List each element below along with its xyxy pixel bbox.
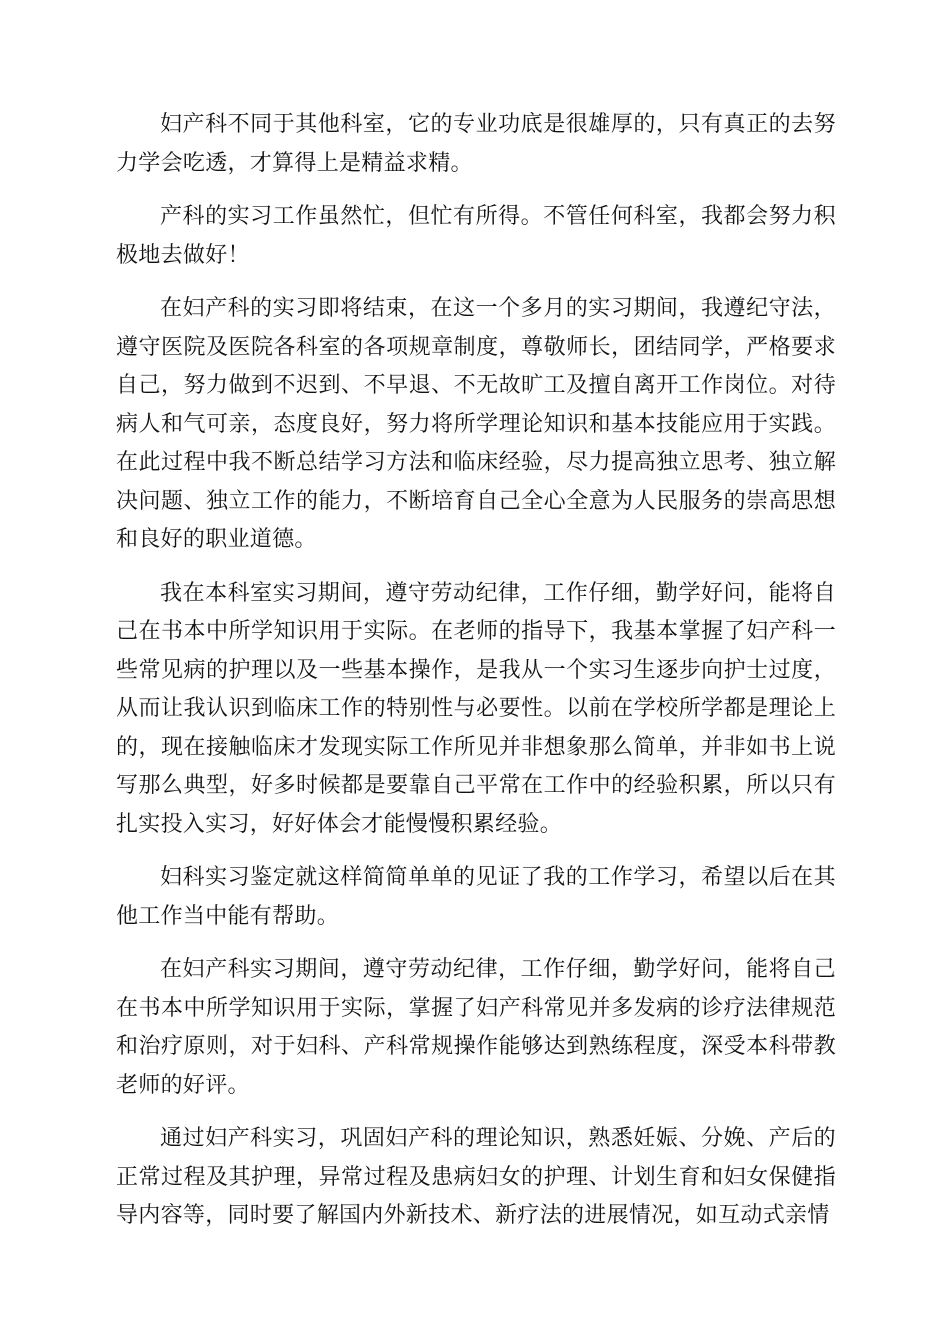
document-body	[116, 106, 836, 1251]
paragraph-4: 我在本科室实习期间，遵守劳动纪律，工作仔细，勤学好问，能将自己在书本中所学知识用于实际。在老师的指导下，我基本掌握了妇产科一些常见病的护理以及一些基本操作，是我从一个实习生逐步向护士过度，从而让我认识到临床工作的特别性与必要性。以前在学校所学都是理论上的，现在接触临床才发现实际工作所见并非想象那么简单，并非如书上说写那么典型，好多时候都是要靠自己平常在工作中的经验积累，所以只有扎实投入实习，好好体会才能慢慢积累经验。	[116, 580, 836, 837]
paragraph-3: 在妇产科的实习即将结束，在这一个多月的实习期间，我遵纪守法，遵守医院及医院各科室的各项规章制度，尊敬师长，团结同学，严格要求自己，努力做到不迟到、不早退、不无故旷工及擅自离开工作岗位。对待病人和气可亲，态度良好，努力将所学理论知识和基本技能应用于实践。在此过程中我不断总结学习方法和临床经验，尽力提高独立思考、独立解决问题、独立工作的能力，不断培育自己全心全意为人民服务的崇高思想和良好的职业道德。	[116, 296, 836, 552]
paragraph-7: 通过妇产科实习，巩固妇产科的理论知识，熟悉妊娠、分娩、产后的正常过程及其护理，异常过程及患病妇女的护理、计划生育和妇女保健指导内容等，同时要了解国内外新技术、新疗法的进展情况，如互动式亲情	[116, 1126, 836, 1228]
paragraph-5: 妇科实习鉴定就这样简简单单的见证了我的工作学习，希望以后在其他工作当中能有帮助。	[116, 865, 836, 929]
paragraph-1: 妇产科不同于其他科室，它的专业功底是很雄厚的，只有真正的去努力学会吃透，才算得上是精益求精。	[116, 112, 836, 176]
paragraph-6: 在妇产科实习期间，遵守劳动纪律，工作仔细，勤学好问，能将自己在书本中所学知识用于实际，掌握了妇产科常见并多发病的诊疗法律规范和治疗原则，对于妇科、产科常规操作能够达到熟练程度，深受本科带教老师的好评。	[116, 957, 836, 1098]
paragraph-2: 产科的实习工作虽然忙，但忙有所得。不管任何科室，我都会努力积极地去做好！	[116, 204, 836, 268]
